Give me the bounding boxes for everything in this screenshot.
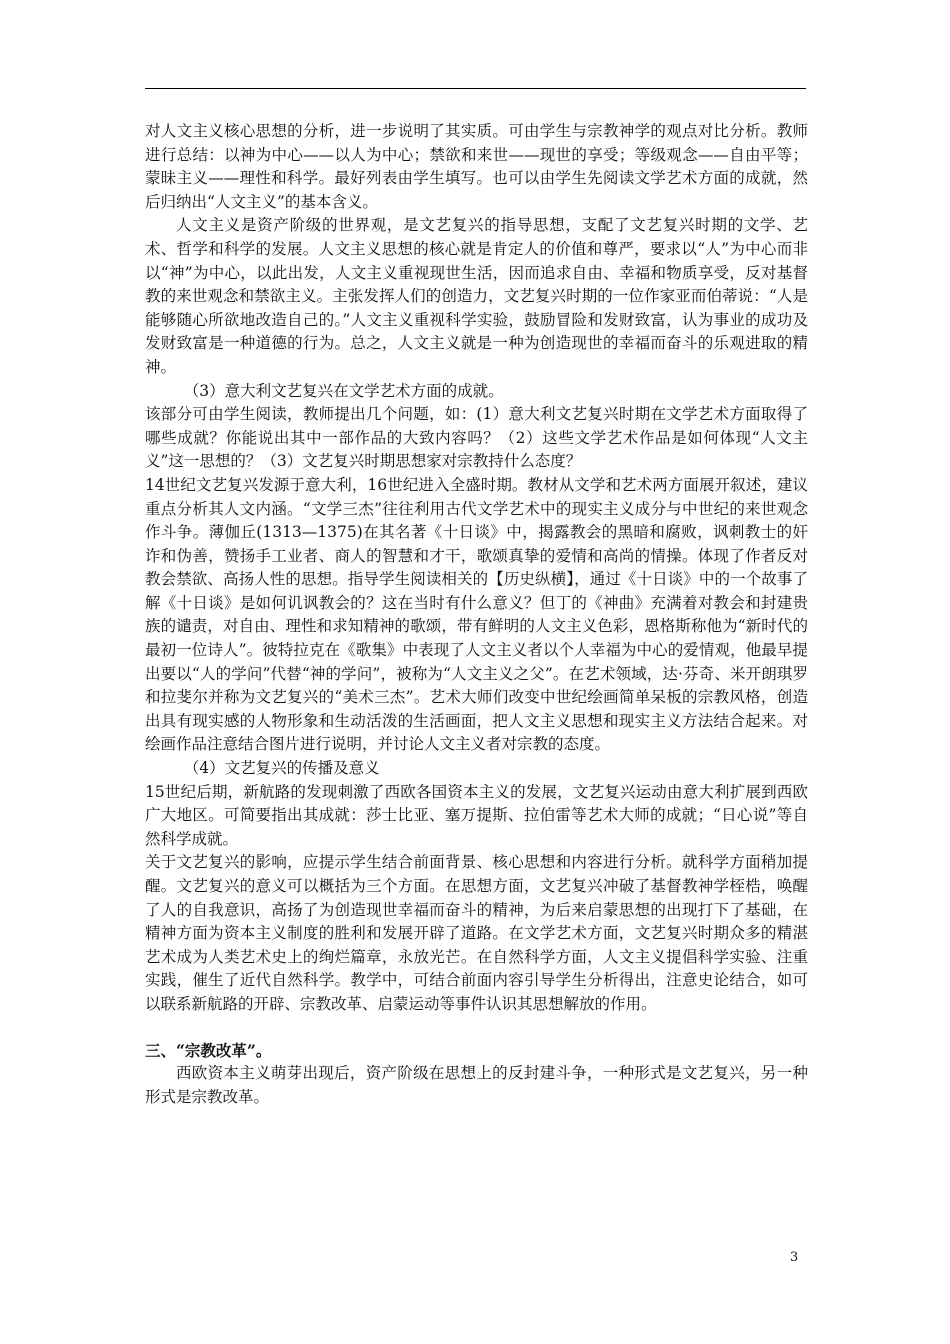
paragraph-reading-questions: 该部分可由学生阅读，教师提出几个问题，如：(1）意大利文艺复兴时期在文学艺术方面取得了哪些成就？你能说出其中一部作品的大致内容吗？（2）这些文学艺术作品是如何体现“人文主义”这一思想的？（3）文艺复兴时期思想家对宗教持什么态度？ (145, 405, 808, 471)
subheading-italian-achievements: （3）意大利文艺复兴在文学艺术方面的成就。 (183, 381, 504, 400)
document-body (145, 120, 808, 1109)
paragraph-reformation-intro: 西欧资本主义萌芽出现后，资产阶级在思想上的反封建斗争，一种形式是文艺复兴，另一种形式是宗教改革。 (145, 1064, 808, 1106)
header-rule (145, 88, 806, 89)
section-heading-reformation: 三、“宗教改革”。 (145, 1040, 272, 1060)
paragraph-humanism-analysis: 对人文主义核心思想的分析，进一步说明了其实质。可由学生与宗教神学的观点对比分析。教师进行总结：以神为中心——以人为中心；禁欲和来世——现世的享受；等级观念——自由平等；蒙昧主义——理性和科学。最好列表由学生填写。也可以由学生先阅读文学艺术方面的成就，然后归纳出“人文主义”的基本含义。 (145, 122, 808, 211)
paragraph-spread: 15世纪后期，新航路的发现刺激了西欧各国资本主义的发展，文艺复兴运动由意大利扩展到西欧广大地区。可简要指出其成就：莎士比亚、塞万提斯、拉伯雷等艺术大师的成就；“日心说”等自然科学成就。 (145, 782, 808, 848)
paragraph-influence: 关于文艺复兴的影响，应提示学生结合前面背景、核心思想和内容进行分析。就科学方面稍加提醒。文艺复兴的意义可以概括为三个方面。在思想方面，文艺复兴冲破了基督教神学桎梏，唤醒了人的自我意识，高扬了为创造现世幸福而奋斗的精神，为后来启蒙思想的出现打下了基础，在精神方面为资本主义制度的胜利和发展开辟了道路。在文学艺术方面，文艺复兴时期众多的精湛艺术成为人类艺术史上的绚烂篇章，永放光芒。在自然科学方面，人文主义提倡科学实验、注重实践，催生了近代自然科学。教学中，可结合前面内容引导学生分析得出，注意史论结合，如可以联系新航路的开辟、宗教改革、启蒙运动等事件认识其思想解放的作用。 (145, 853, 808, 1013)
page-number: 3 (790, 1250, 799, 1265)
subheading-spread-significance: （4）文艺复兴的传播及意义 (183, 759, 380, 778)
paragraph-humanism-definition: 人文主义是资产阶级的世界观，是文艺复兴的指导思想，支配了文艺复兴时期的文学、艺术、哲学和科学的发展。人文主义思想的核心就是肯定人的价值和尊严，要求以“人”为中心而非以“神”为中心，以此出发，人文主义重视现世生活，因而追求自由、幸福和物质享受，反对基督教的来世观念和禁欲主义。主张发挥人们的创造力，文艺复兴时期的一位作家亚而伯蒂说：“人是能够随心所欲地改造自己的。”人文主义重视科学实验，鼓励冒险和发财致富，认为事业的成功及发财致富是一种道德的行为。总之，人文主义就是一种为创造现世的幸福而奋斗的乐观进取的精神。 (145, 216, 808, 376)
paragraph-literature-art: 14世纪文艺复兴发源于意大利，16世纪进入全盛时期。教材从文学和艺术两方面展开叙述，建议重点分析其人文内涵。“文学三杰”往往利用古代文学艺术中的现实主义成分与中世纪的来世观念作斗争。薄伽丘(1313—1375)在其名著《十日谈》中，揭露教会的黑暗和腐败，讽刺教士的奸诈和伪善，赞扬手工业者、商人的智慧和才干，歌颂真挚的爱情和高尚的情操。体现了作者反对教会禁欲、高扬人性的思想。指导学生阅读相关的【历史纵横】，通过《十日谈》中的一个故事了解《十日谈》是如何讥讽教会的？这在当时有什么意义？但丁的《神曲》充满着对教会和封建贵族的谴责，对自由、理性和求知精神的歌颂，带有鲜明的人文主义色彩，恩格斯称他为“新时代的最初一位诗人”。彼特拉克在《歌集》中表现了人文主义者以个人幸福为中心的爱情观，他最早提出要以“人的学问”代替“神的学问”，被称为“人文主义之父”。在艺术领域，达·芬奇、米开朗琪罗和拉斐尔并称为文艺复兴的“美术三杰”。艺术大师们改变中世纪绘画简单呆板的宗教风格，创造出具有现实感的人物形象和生动活泼的生活画面，把人文主义思想和现实主义方法结合起来。对绘画作品注意结合图片进行说明，并讨论人文主义者对宗教的态度。 (145, 475, 808, 754)
